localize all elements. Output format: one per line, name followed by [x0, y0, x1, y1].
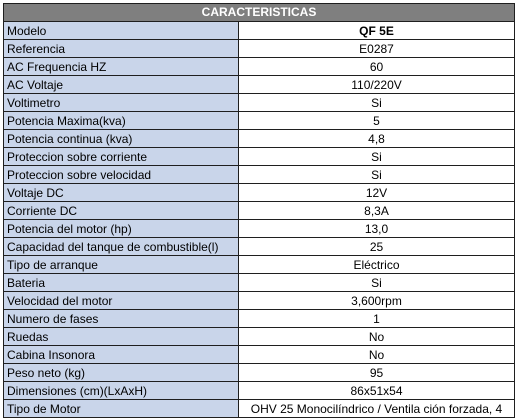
spec-value: 1: [239, 310, 515, 328]
spec-value: 60: [239, 58, 515, 76]
spec-value: Si: [239, 148, 515, 166]
spec-value: 86x51x54: [239, 382, 515, 400]
spec-label: Tipo de Motor: [4, 400, 239, 418]
spec-label: Tipo de arranque: [4, 256, 239, 274]
table-row: [4, 184, 515, 202]
spec-value: 25: [239, 238, 515, 256]
table-row: [4, 202, 515, 220]
spec-label: Cabina Insonora: [4, 346, 239, 364]
table-row: [4, 220, 515, 238]
table-row: [4, 22, 515, 40]
specifications-table: [3, 3, 515, 418]
spec-label: Capacidad del tanque de combustible(l): [4, 238, 239, 256]
spec-label: Peso neto (kg): [4, 364, 239, 382]
spec-label: AC Voltaje: [4, 76, 239, 94]
spec-value: 8,3A: [239, 202, 515, 220]
spec-value: 110/220V: [239, 76, 515, 94]
spec-value: 5: [239, 112, 515, 130]
table-row: [4, 166, 515, 184]
spec-value: QF 5E: [239, 22, 515, 40]
spec-label: Corriente DC: [4, 202, 239, 220]
spec-label: Modelo: [4, 22, 239, 40]
spec-label: AC Frequencia HZ: [4, 58, 239, 76]
spec-value: Si: [239, 94, 515, 112]
spec-value: Si: [239, 274, 515, 292]
spec-label: Bateria: [4, 274, 239, 292]
spec-value: 95: [239, 364, 515, 382]
table-row: [4, 112, 515, 130]
spec-label: Dimensiones (cm)(LxAxH): [4, 382, 239, 400]
table-header-row: [4, 4, 515, 22]
spec-value: OHV 25 Monocilíndrico / Ventila ción forzada, 4: [239, 400, 515, 418]
table-row: [4, 148, 515, 166]
table-row: [4, 94, 515, 112]
spec-value: Eléctrico: [239, 256, 515, 274]
spec-value: 12V: [239, 184, 515, 202]
spec-label: Voltaje DC: [4, 184, 239, 202]
spec-label: Potencia Maxima(kva): [4, 112, 239, 130]
table-row: [4, 292, 515, 310]
spec-value: 4,8: [239, 130, 515, 148]
spec-label: Referencia: [4, 40, 239, 58]
table-title: CARACTERISTICAS: [4, 4, 515, 22]
table-row: [4, 364, 515, 382]
spec-label: Voltimetro: [4, 94, 239, 112]
table-row: [4, 76, 515, 94]
spec-label: Ruedas: [4, 328, 239, 346]
spec-value: No: [239, 346, 515, 364]
table-row: [4, 328, 515, 346]
spec-value: Si: [239, 166, 515, 184]
table-row: [4, 238, 515, 256]
spec-label: Numero de fases: [4, 310, 239, 328]
table-row: [4, 310, 515, 328]
table-body: [4, 22, 515, 418]
table-row: [4, 256, 515, 274]
table-row: [4, 274, 515, 292]
table-row: [4, 346, 515, 364]
spec-label: Potencia continua (kva): [4, 130, 239, 148]
table-row: [4, 58, 515, 76]
table-row: [4, 382, 515, 400]
spec-label: Proteccion sobre corriente: [4, 148, 239, 166]
spec-label: Velocidad del motor: [4, 292, 239, 310]
spec-value: No: [239, 328, 515, 346]
spec-value: E0287: [239, 40, 515, 58]
spec-label: Potencia del motor (hp): [4, 220, 239, 238]
spec-label: Proteccion sobre velocidad: [4, 166, 239, 184]
table-row: [4, 40, 515, 58]
spec-value: 3,600rpm: [239, 292, 515, 310]
spec-value: 13,0: [239, 220, 515, 238]
table-row: [4, 130, 515, 148]
